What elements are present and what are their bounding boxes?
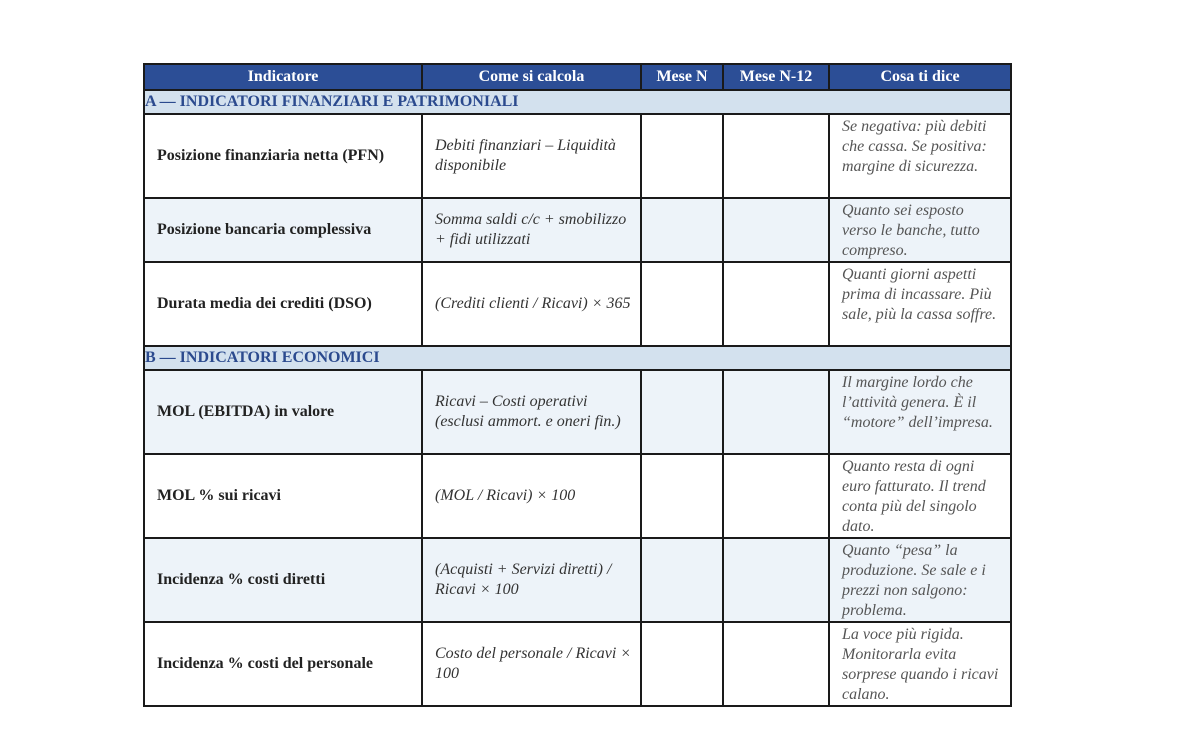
value-month-n [641, 622, 723, 706]
meaning-text: Quanto resta di ogni euro fatturato. Il trend conta più del singolo dato. [842, 458, 986, 535]
table-row [144, 198, 1011, 262]
table-header-row [144, 64, 1011, 90]
indicator-name: Incidenza % costi del personale [144, 622, 422, 706]
indicator-formula: Costo del personale / Ricavi × 100 [422, 622, 641, 706]
meaning-text: Il margine lordo che l’attività genera. È il “motore” dell’impresa. [842, 374, 993, 431]
indicator-meaning [829, 262, 1011, 346]
meaning-text: Se negativa: più debiti che cassa. Se positiva: margine di sicurezza. [842, 118, 987, 175]
table-row [144, 622, 1011, 706]
meaning-text: La voce più rigida. Monitorarla evita sorprese quando i ricavi calano. [842, 626, 999, 703]
value-month-n [641, 114, 723, 198]
indicator-formula: (Crediti clienti / Ricavi) × 365 [422, 262, 641, 346]
indicator-name: MOL (EBITDA) in valore [144, 370, 422, 454]
value-month-n [641, 262, 723, 346]
value-month-n [641, 198, 723, 262]
indicator-meaning [829, 538, 1011, 622]
indicator-formula: Debiti finanziari – Liquidità disponibile [422, 114, 641, 198]
indicator-meaning [829, 198, 1011, 262]
indicator-meaning [829, 114, 1011, 198]
table-row [144, 370, 1011, 454]
value-month-n12 [723, 622, 829, 706]
section-header-a [144, 90, 1011, 114]
table-row [144, 262, 1011, 346]
value-month-n12 [723, 114, 829, 198]
indicator-meaning [829, 622, 1011, 706]
value-month-n12 [723, 198, 829, 262]
indicator-formula: Somma saldi c/c + smobilizzo + fidi utilizzati [422, 198, 641, 262]
table-row [144, 454, 1011, 538]
value-month-n12 [723, 538, 829, 622]
indicator-name: Durata media dei crediti (DSO) [144, 262, 422, 346]
header-meaning: Cosa ti dice [829, 64, 1011, 90]
header-indicator: Indicatore [144, 64, 422, 90]
meaning-text: Quanti giorni aspetti prima di incassare. Più sale, più la cassa soffre. [842, 266, 997, 323]
value-month-n12 [723, 454, 829, 538]
indicator-name: Posizione finanziaria netta (PFN) [144, 114, 422, 198]
value-month-n [641, 370, 723, 454]
value-month-n [641, 454, 723, 538]
indicator-name: Posizione bancaria complessiva [144, 198, 422, 262]
meaning-text: Quanto sei esposto verso le banche, tutto compreso. [842, 202, 980, 259]
section-title-b: B — INDICATORI ECONOMICI [144, 346, 1011, 370]
table-row [144, 538, 1011, 622]
indicator-meaning [829, 370, 1011, 454]
indicator-name: Incidenza % costi diretti [144, 538, 422, 622]
section-header-b [144, 346, 1011, 370]
value-month-n12 [723, 370, 829, 454]
section-title-a: A — INDICATORI FINANZIARI E PATRIMONIALI [144, 90, 1011, 114]
header-formula: Come si calcola [422, 64, 641, 90]
value-month-n [641, 538, 723, 622]
header-month-n12: Mese N-12 [723, 64, 829, 90]
indicator-formula: (Acquisti + Servizi diretti) / Ricavi × 100 [422, 538, 641, 622]
indicator-name: MOL % sui ricavi [144, 454, 422, 538]
kpi-table [143, 63, 1012, 707]
meaning-text: Quanto “pesa” la produzione. Se sale e i prezzi non salgono: problema. [842, 542, 986, 619]
indicator-formula: Ricavi – Costi operativi (esclusi ammort. e oneri fin.) [422, 370, 641, 454]
table-row [144, 114, 1011, 198]
header-month-n: Mese N [641, 64, 723, 90]
indicator-formula: (MOL / Ricavi) × 100 [422, 454, 641, 538]
indicator-meaning [829, 454, 1011, 538]
value-month-n12 [723, 262, 829, 346]
